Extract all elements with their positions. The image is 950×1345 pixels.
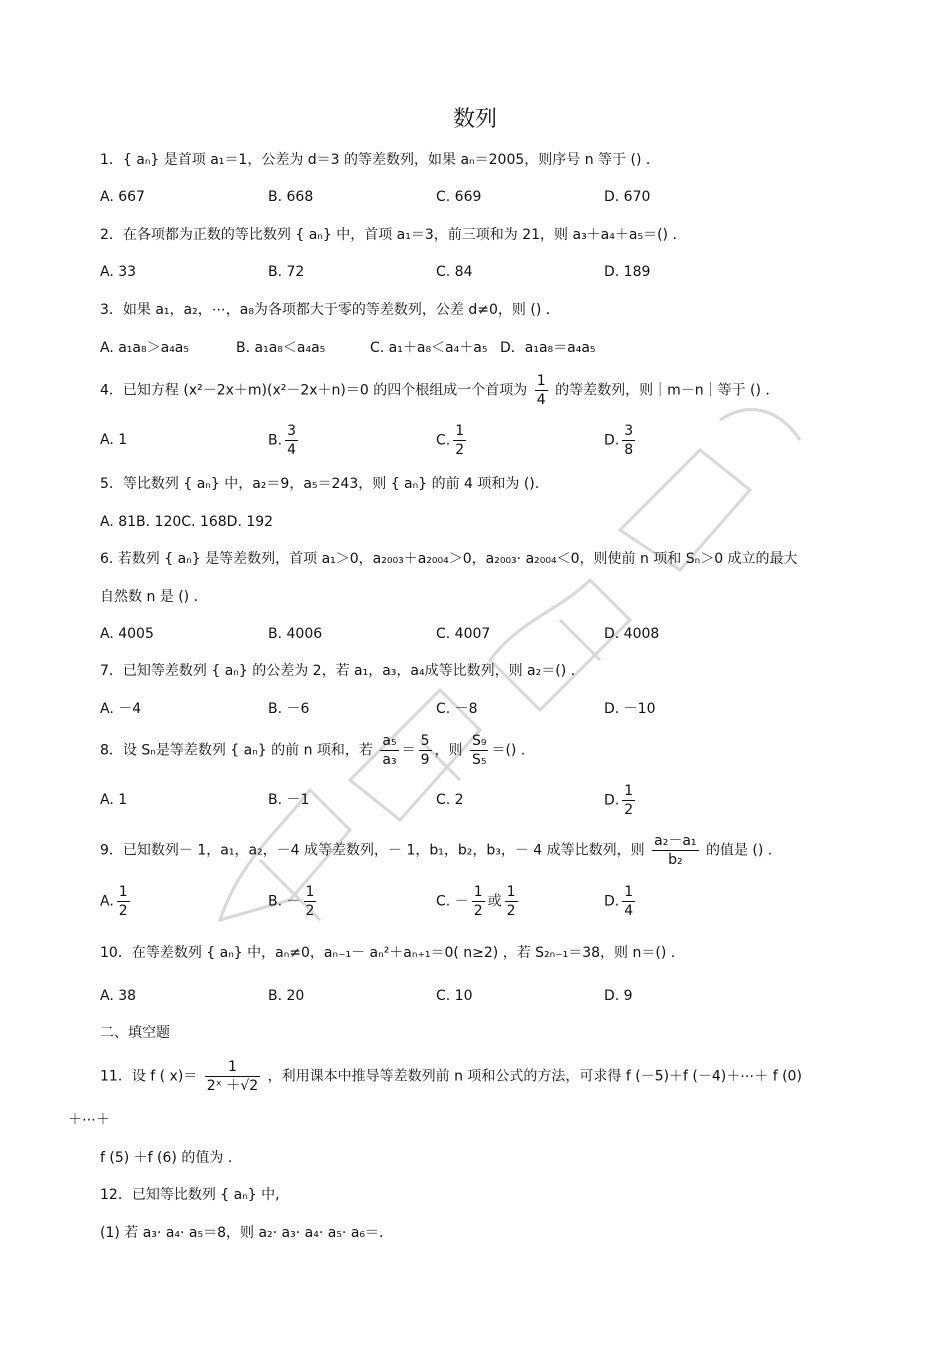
q8-frac-1-den: a₃: [382, 752, 397, 768]
question-10: 10．在等差数列 { aₙ} 中，aₙ≠0，aₙ₋₁－ aₙ²＋aₙ₊₁＝0( n≥2) ，若 S₂ₙ₋₁＝38，则 n＝() .: [100, 945, 676, 961]
q3-option-d: D．a₁a₈＝a₄a₅: [500, 340, 596, 356]
q9-text-pre: 9．已知数列－ 1，a₁，a₂，－4 成等差数列，－ 1，b₁，b₂，b₃，－ 4 成等比数列，则: [100, 842, 645, 859]
q9-option-c: [436, 883, 521, 920]
q8-option-d: [604, 782, 638, 819]
q9-option-c-frac-2: [505, 883, 518, 920]
q8-text-post: ＝() .: [491, 742, 526, 759]
q9-a-den: 2: [118, 903, 128, 919]
q8-frac-2-den: 9: [420, 752, 430, 768]
q2-option-a: A. 33: [100, 264, 137, 280]
q1-option-c: C. 669: [436, 189, 482, 205]
q11-frac-num: 1: [205, 1058, 260, 1077]
q4-b-den: 4: [287, 442, 296, 458]
question-6: 6. 若数列 { aₙ} 是等差数列，首项 a₁＞0，a₂₀₀₃＋a₂₀₀₄＞0，a₂₀₀₃· a₂₀₀₄＜0，则使前 n 项和 Sₙ＞0 成立的最大: [100, 551, 798, 567]
q9-option-a-frac: [117, 883, 130, 920]
question-5: 5．等比数列 { aₙ} 中，a₂＝9，a₅＝243，则 { aₙ} 的前 4 项和为 ().: [100, 476, 540, 492]
q11-text-pre: 11．设 f ( x)＝: [100, 1068, 198, 1085]
q1-option-a: A. 667: [100, 189, 145, 205]
q8-frac-3: [470, 732, 489, 769]
q9-c-den: 2: [473, 903, 483, 919]
q9-frac: [652, 832, 698, 869]
question-3: 3．如果 a₁，a₂，⋯，a₈为各项都大于零的等差数列，公差 d≠0，则 () ．: [100, 302, 560, 318]
q9-frac-num: a₂－a₁: [654, 833, 697, 849]
q10-option-b: B. 20: [268, 988, 305, 1004]
q1-option-b: B. 668: [268, 189, 314, 205]
q9-frac-den: b₂: [668, 852, 683, 868]
q8-text-mid: ，则: [434, 742, 463, 759]
question-8: [100, 732, 525, 769]
q4-c-num: 1: [455, 423, 465, 439]
question-7: 7．已知等差数列 { aₙ} 的公差为 2，若 a₁，a₃，a₄成等比数列，则 a₂＝() .: [100, 663, 576, 679]
q8-option-b: B. －1: [268, 792, 310, 808]
q9-d-num: 1: [624, 884, 634, 900]
question-2: 2．在各项都为正数的等比数列 { aₙ} 中，首项 a₁＝3，前三项和为 21，则 a₃＋a₄＋a₅＝() ．: [100, 227, 687, 243]
q4-option-b-label: B.: [268, 432, 283, 449]
q11-frac: [205, 1058, 260, 1095]
q8-option-c: C. 2: [436, 792, 464, 808]
q4-d-den: 8: [624, 442, 634, 458]
q4-option-c: [436, 422, 469, 459]
question-9: [100, 832, 772, 869]
q9-option-c-frac: [472, 883, 485, 920]
q4-d-num: 3: [624, 423, 634, 439]
q4-option-d: [604, 422, 638, 459]
q8-frac-3-num: S₉: [471, 733, 487, 749]
q9-a-num: 1: [118, 884, 128, 900]
q3-option-a: A. a₁a₈＞a₄a₅: [100, 340, 189, 356]
q4-fraction-den: 4: [536, 392, 546, 408]
q2-option-d: D. 189: [604, 264, 651, 280]
q8-frac-1-num: a₅: [382, 733, 397, 749]
watermark: [160, 360, 820, 960]
q4-option-b-frac: [285, 422, 298, 459]
q8-frac-2-num: 5: [420, 733, 430, 749]
q5-options: A. 81B. 120C. 168D. 192: [100, 514, 274, 530]
q8-text-pre: 8．设 Sₙ是等差数列 { aₙ} 的前 n 项和，若: [100, 742, 373, 759]
page-title: 数列: [452, 107, 497, 132]
q4-option-d-frac: [622, 422, 635, 459]
q6-option-a: A. 4005: [100, 626, 154, 642]
question-1: 1．{ aₙ} 是首项 a₁＝1，公差为 d＝3 的等差数列，如果 aₙ＝2005，则序号 n 等于 () ．: [100, 152, 660, 168]
q8-d-den: 2: [624, 802, 634, 818]
q4-text-pre: 4．已知方程 (x²－2x＋m)(x²－2x＋n)＝0 的四个根组成一个首项为: [100, 382, 528, 399]
q4-option-c-label: C.: [436, 432, 451, 449]
q2-option-c: C. 84: [436, 264, 473, 280]
q8-equals: ＝: [401, 742, 416, 759]
q6-option-d: D. 4008: [604, 626, 660, 642]
q9-option-d: [604, 883, 638, 920]
section-heading: 二、填空题: [100, 1025, 170, 1041]
q4-option-c-frac: [453, 422, 466, 459]
q9-option-b-label: B. －: [268, 893, 301, 910]
q9-option-c-label: C. －: [436, 893, 469, 910]
q4-c-den: 2: [455, 442, 465, 458]
q9-option-c-or: 或: [487, 893, 502, 910]
q9-option-d-frac: [622, 883, 635, 920]
q3-option-c: C. a₁＋a₈＜a₄＋a₅: [370, 340, 488, 356]
q7-option-a: A. －4: [100, 701, 142, 717]
question-11-cont: ＋⋯＋: [68, 1112, 110, 1128]
q8-d-num: 1: [624, 783, 634, 799]
q7-option-b: B. －6: [268, 701, 310, 717]
q9-option-b: [268, 883, 319, 920]
q4-fraction-num: 1: [536, 373, 546, 389]
q4-option-a: A. 1: [100, 432, 128, 448]
q2-option-b: B. 72: [268, 264, 305, 280]
q4-option-d-label: D.: [604, 432, 620, 449]
q9-c2-den: 2: [506, 903, 516, 919]
q9-option-a-label: A.: [100, 893, 114, 910]
q6-option-c: C. 4007: [436, 626, 491, 642]
q9-text-post: 的值是 () .: [705, 842, 773, 859]
question-6-cont: 自然数 n 是 () .: [100, 589, 199, 605]
q8-option-d-frac: [622, 782, 635, 819]
q6-option-b: B. 4006: [268, 626, 323, 642]
q10-option-a: A. 38: [100, 988, 137, 1004]
q9-c-num: 1: [473, 884, 483, 900]
q8-option-d-label: D.: [604, 792, 620, 809]
question-12-part-1: (1) 若 a₃· a₄· a₅＝8，则 a₂· a₃· a₄· a₅· a₆＝.: [100, 1225, 384, 1241]
q10-option-d: D. 9: [604, 988, 633, 1004]
q11-text-post: ，利用课本中推导等差数列前 n 项和公式的方法，可求得 f (－5)＋f (－4)＋⋯＋ f (0): [267, 1068, 802, 1085]
q9-option-a: [100, 883, 133, 920]
question-4: [100, 372, 779, 409]
q1-option-d: D. 670: [604, 189, 651, 205]
q11-frac-den: 2ˣ ＋√2: [206, 1078, 259, 1094]
q4-b-num: 3: [287, 423, 296, 439]
q8-frac-1: [380, 732, 398, 769]
q7-option-d: D. －10: [604, 701, 656, 717]
q9-option-b-frac: [304, 883, 317, 920]
q4-text-post: 的等差数列，则｜m－n｜等于 () ．: [555, 382, 780, 399]
q9-option-d-label: D.: [604, 893, 620, 910]
q9-d-den: 4: [624, 903, 634, 919]
question-11-cont-2: f (5) ＋f (6) 的值为 .: [100, 1150, 233, 1166]
q4-fraction: [535, 372, 548, 409]
q8-frac-2: [419, 732, 432, 769]
question-12: 12．已知等比数列 { aₙ} 中,: [100, 1187, 280, 1203]
q8-frac-3-den: S₅: [471, 752, 487, 768]
q9-b-den: 2: [305, 903, 315, 919]
q9-b-num: 1: [305, 884, 315, 900]
q3-option-b: B. a₁a₈＜a₄a₅: [236, 340, 326, 356]
q10-option-c: C. 10: [436, 988, 473, 1004]
q8-option-a: A. 1: [100, 792, 128, 808]
q7-option-c: C. －8: [436, 701, 478, 717]
q9-c2-num: 1: [506, 884, 516, 900]
question-11: [100, 1058, 802, 1095]
q4-option-b: [268, 422, 301, 459]
